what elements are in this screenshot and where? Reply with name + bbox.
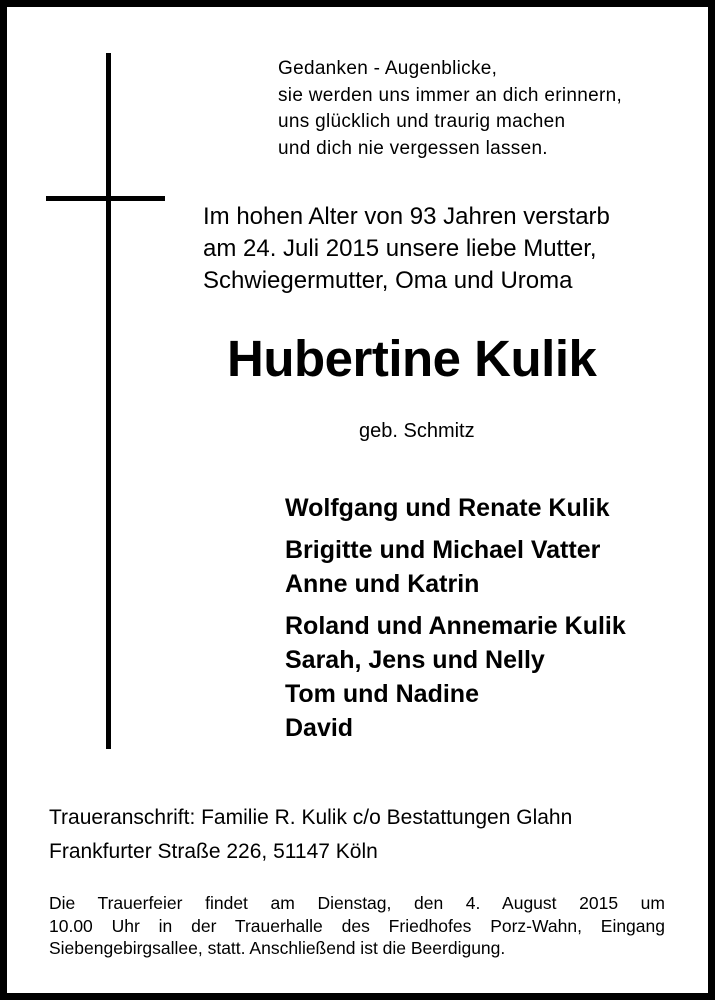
mourner-group: [285, 533, 626, 601]
mourner-name: Sarah, Jens und Nelly: [285, 646, 545, 674]
mourner-group: [285, 609, 626, 745]
death-announcement: [203, 201, 610, 297]
mourner-name: Roland und Annemarie Kulik: [285, 612, 626, 640]
address-line: Traueranschrift: Familie R. Kulik c/o Bestattungen Glahn: [49, 806, 573, 829]
mourner-name: Wolfgang und Renate Kulik: [285, 494, 610, 522]
funeral-line: 10.00 Uhr in der Trauerhalle des Friedhofes Porz-Wahn, Eingang: [49, 915, 665, 936]
funeral-details: [49, 892, 665, 960]
mourner-name: Brigitte und Michael Vatter: [285, 536, 601, 564]
mourner-name: Anne und Katrin: [285, 570, 480, 598]
mourner-group: [285, 491, 626, 525]
mourner-name: Tom und Nadine: [285, 680, 479, 708]
funeral-line: Siebengebirgsallee, statt. Anschließend ist die Beerdigung.: [49, 938, 506, 958]
poem-line: uns glücklich und traurig machen: [278, 111, 566, 132]
address-line: Frankfurter Straße 226, 51147 Köln: [49, 840, 378, 863]
cross-icon-vertical-beam: [106, 53, 111, 749]
poem: [278, 56, 622, 162]
announcement-line: Schwiegermutter, Oma und Uroma: [203, 267, 573, 294]
announcement-line: Im hohen Alter von 93 Jahren verstarb: [203, 203, 610, 230]
mourner-name: David: [285, 714, 354, 742]
funeral-line: Die Trauerfeier findet am Dienstag, den 4. August 2015 um: [49, 893, 665, 913]
poem-line: und dich nie vergessen lassen.: [278, 137, 548, 159]
maiden-name: geb. Schmitz: [359, 420, 475, 442]
mourners-list: [285, 491, 626, 753]
announcement-line: am 24. Juli 2015 unsere liebe Mutter,: [203, 235, 597, 262]
cross-icon-horizontal-beam: [46, 196, 165, 201]
poem-line: Gedanken - Augenblicke,: [278, 58, 498, 79]
mourning-address: [49, 801, 572, 869]
deceased-name: Hubertine Kulik: [227, 330, 597, 387]
poem-line: sie werden uns immer an dich erinnern,: [278, 84, 623, 106]
